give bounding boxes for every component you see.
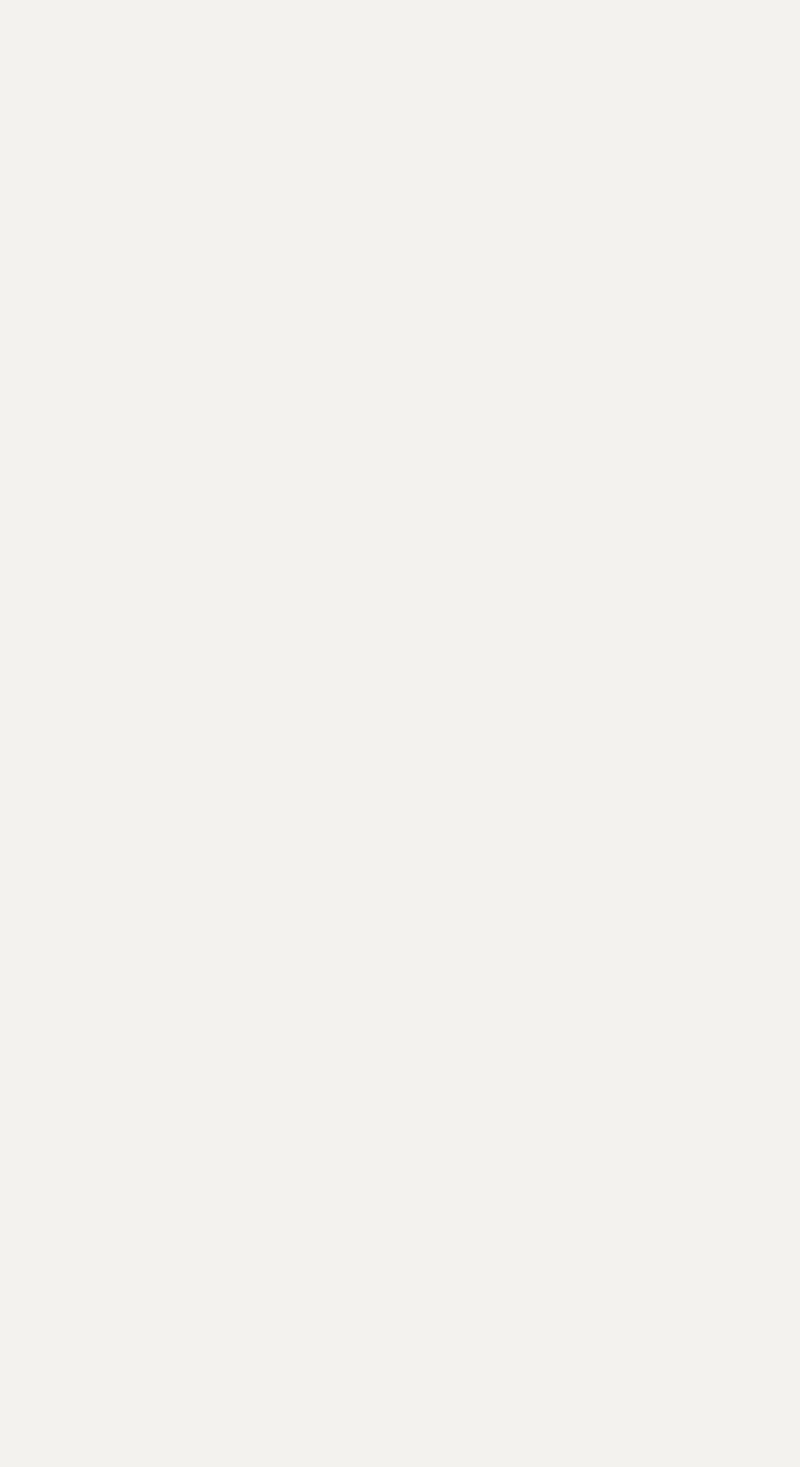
running-header [0,76,800,110]
